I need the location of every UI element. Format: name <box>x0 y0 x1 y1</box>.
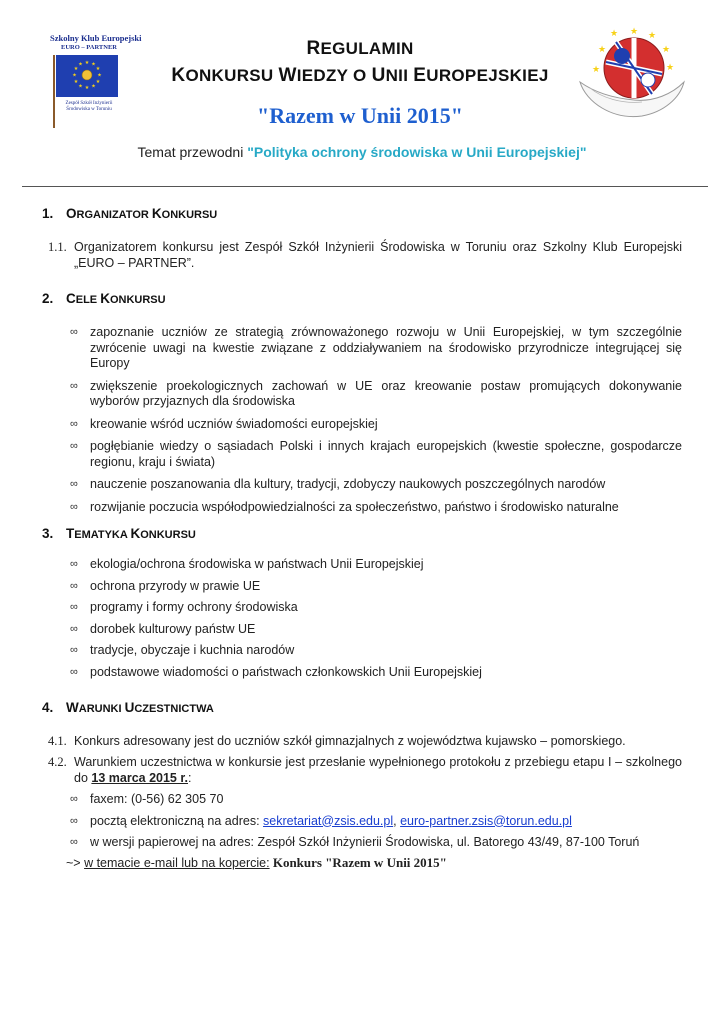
theme-highlight: "Polityka ochrony środowiska w Unii Europejskiej" <box>247 144 587 160</box>
svg-text:★: ★ <box>647 31 657 41</box>
email-link-secretariat[interactable]: sekretariat@zsis.edu.pl <box>263 813 394 828</box>
list-item: ∞ rozwijanie poczucia współodpowiedzialności za społeczeństwo, państwo i środowisko naturalne <box>70 499 619 514</box>
list-item: ∞ zapoznanie uczniów ze strategią zrównoważonego rozwoju w Unii Europejskiej, w tym szczególnie zwrócenie uwagi na kwestie związane z oddziaływaniem na środowisko przyrodnicze integrującej się Europy <box>70 325 682 370</box>
club-name: Szkolny Klub Europejski <box>50 33 142 43</box>
list-item: ∞ zwiększenie proekologicznych zachowań w UE oraz kreowanie postaw promujących dokonywanie wyborów przyjaznych dla środowiska <box>70 378 682 408</box>
eu-hands-logo-icon <box>572 22 690 124</box>
svg-text:★: ★ <box>73 66 79 72</box>
goals-list <box>70 325 682 515</box>
paragraph-4-1: 4.1. Konkurs adresowany jest do uczniów szkół gimnazjalnych z województwa kujawsko – pomorskiego. <box>48 734 626 748</box>
list-item: ∞ tradycje, obyczaje i kuchnia narodów <box>70 643 295 657</box>
list-item: ∞ w wersji papierowej na adres: Zespół Szkół Inżynierii Środowiska, ul. Batorego 43/49, 87-100 Toruń <box>70 835 640 849</box>
svg-text:★: ★ <box>591 65 601 75</box>
list-item: ∞ kreowanie wśród uczniów świadomości europejskiej <box>70 416 378 431</box>
section-heading-organizer: 1. ORGANIZATOR KONKURSU <box>42 206 218 221</box>
svg-text:★: ★ <box>73 79 79 85</box>
svg-text:★: ★ <box>95 66 101 72</box>
list-item: ∞ podstawowe wiadomości o państwach członkowskich Unii Europejskiej <box>70 664 482 679</box>
document-title-line2: KONKURSU WIEDZY O UNII EUROPEJSKIEJ <box>171 65 549 86</box>
document-title-line1: REGULAMIN <box>306 38 414 59</box>
contact-list <box>70 792 682 851</box>
eu-flag-icon <box>56 55 118 97</box>
svg-text:★: ★ <box>609 29 619 39</box>
list-item: ∞ pocztą elektroniczną na adres: sekretariat@zsis.edu.pl, euro-partner.zsis@torun.edu.pl <box>70 813 572 828</box>
svg-text:★: ★ <box>84 85 90 91</box>
list-item: ∞ dorobek kulturowy państw UE <box>70 621 256 636</box>
svg-text:★: ★ <box>597 45 607 55</box>
svg-text:★: ★ <box>629 27 639 37</box>
svg-text:★: ★ <box>95 79 101 85</box>
svg-text:★: ★ <box>84 60 90 66</box>
svg-text:★: ★ <box>91 83 96 90</box>
list-item: ∞ nauczenie poszanowania dla kultury, tradycji, zdobyczy naukowych poszczególnych narodów <box>70 477 606 491</box>
club-footer: Zespół Szkół Inżynierii Środowiska w Toruniu <box>65 101 113 112</box>
club-subtitle: EURO – PARTNER <box>61 44 117 51</box>
slogan: "Razem w Unii 2015" <box>257 103 463 128</box>
list-item: ∞ ekologia/ochrona środowiska w państwach Unii Europejskiej <box>70 557 424 571</box>
list-item: ∞ faxem: (0-56) 62 305 70 <box>70 792 224 806</box>
svg-text:★: ★ <box>661 45 671 55</box>
section-heading-goals: 2. CELE KONKURSU <box>42 291 166 306</box>
svg-text:★: ★ <box>78 61 83 68</box>
list-item: ∞ pogłębianie wiedzy o sąsiadach Polski i innych krajach europejskich (kwestie społeczne, gospodarcze regionu, kraju i świata) <box>70 439 682 469</box>
deadline-date: 13 marca 2015 r. <box>91 770 189 785</box>
postal-address: w wersji papierowej na adres: Zespół Szkół Inżynierii Środowiska, ul. Batorego 43/49, 87-100 Toruń <box>90 835 640 849</box>
flag-pole <box>53 55 55 128</box>
section-heading-topics: 3. TEMATYKA KONKURSU <box>42 526 196 541</box>
section-heading-conditions: 4. WARUNKI UCZESTNICTWA <box>42 700 214 715</box>
list-item: ∞ programy i formy ochrony środowiska <box>70 600 298 614</box>
topics-list <box>70 557 682 680</box>
paragraph-4-2: 4.2. Warunkiem uczestnictwa w konkursie jest przesłanie wypełnionego protokołu z przebiegu etapu I – szkolnego do 13 marca 2015 r.: <box>48 755 682 785</box>
fax-number: faxem: (0-56) 62 305 70 <box>90 792 224 806</box>
svg-text:★: ★ <box>91 61 96 68</box>
email-link-euro-partner[interactable]: euro-partner.zsis@torun.edu.pl <box>400 813 572 828</box>
header-divider <box>22 186 708 187</box>
subject-note: ~> w temacie e-mail lub na kopercie: Konkurs "Razem w Unii 2015" <box>66 855 447 870</box>
svg-text:★: ★ <box>97 72 102 79</box>
paragraph-1-1: 1.1. Organizatorem konkursu jest Zespół Szkół Inżynierii Środowiska w Toruniu oraz Szkolny Klub Europejski „EURO – PARTNER”. <box>48 240 682 270</box>
svg-text:★: ★ <box>72 72 77 79</box>
svg-text:★: ★ <box>78 83 83 90</box>
list-item: ∞ ochrona przyrody w prawie UE <box>70 578 261 593</box>
theme-line: Temat przewodni "Polityka ochrony środowiska w Unii Europejskiej" <box>137 144 587 160</box>
svg-text:★: ★ <box>665 63 675 73</box>
